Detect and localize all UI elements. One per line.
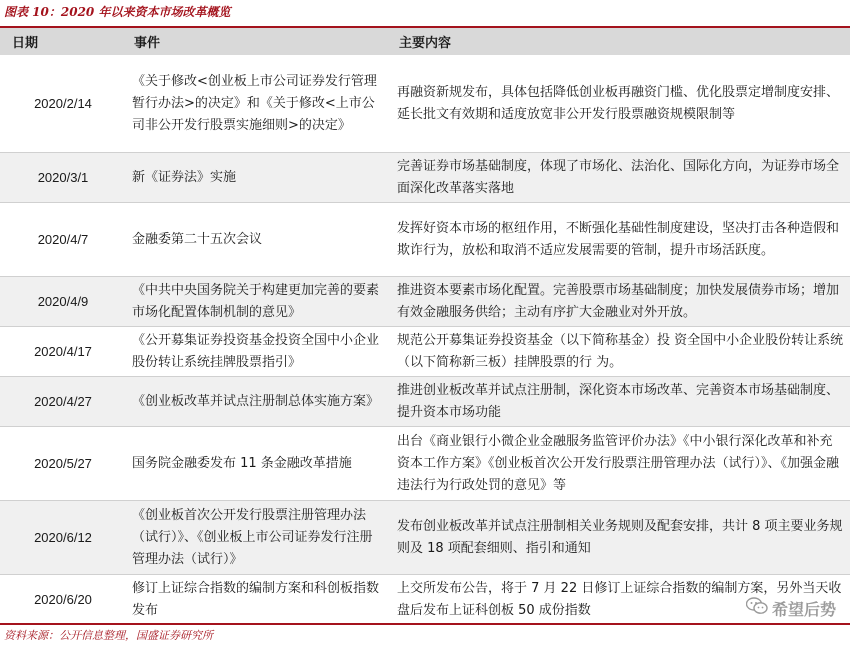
row-date: 2020/2/14 <box>0 56 126 153</box>
table-header-row <box>0 28 850 56</box>
row-event: 《公开募集证券投资基金投资全国中小企业股份转让系统挂牌股票指引》 <box>126 327 391 377</box>
row-date: 2020/4/9 <box>0 277 126 327</box>
row-date: 2020/5/27 <box>0 427 126 501</box>
row-content: 推进创业板改革并试点注册制，深化资本市场改革、完善资本市场基础制度、提升资本市场功能 <box>391 377 850 427</box>
row-content: 再融资新规发布，具体包括降低创业板再融资门槛、优化股票定增制度安排、延长批文有效期和适度放宽非公开发行股票融资规模限制等 <box>391 56 850 153</box>
row-content: 推进资本要素市场化配置。完善股票市场基础制度；加快发展债券市场；增加有效金融服务供给；主动有序扩大金融业对外开放。 <box>391 277 850 327</box>
row-date: 2020/3/1 <box>0 153 126 203</box>
row-content: 规范公开募集证券投资基金（以下简称基金）投 资全国中小企业股份转让系统（以下简称新三板）挂牌股票的行 为。 <box>391 327 850 377</box>
table-row <box>0 575 850 625</box>
source-note: 资料来源：公开信息整理，国盛证券研究所 <box>4 629 213 642</box>
row-content: 发挥好资本市场的枢纽作用，不断强化基础性制度建设，坚决打击各种造假和欺诈行为，放松和取消不适应发展需要的管制，提升市场活跃度。 <box>391 203 850 277</box>
watermark <box>746 596 836 620</box>
row-content: 完善证券市场基础制度，体现了市场化、法治化、国际化方向，为证券市场全面深化改革落实落地 <box>391 153 850 203</box>
row-content: 上交所发布公告，将于 7 月 22 日修订上证综合指数的编制方案，另外当天收盘后发布上证科创板 50 成份指数 <box>391 575 850 625</box>
row-date: 2020/4/7 <box>0 203 126 277</box>
header-content: 主要内容 <box>391 28 850 56</box>
row-date: 2020/6/12 <box>0 501 126 575</box>
row-date: 2020/4/17 <box>0 327 126 377</box>
table-row <box>0 56 850 153</box>
watermark-text: 希望后势 <box>771 599 836 619</box>
bottom-rule <box>0 623 850 625</box>
row-event: 国务院金融委发布 11 条金融改革措施 <box>126 427 391 501</box>
row-content: 出台《商业银行小微企业金融服务监管评价办法》《中小银行深化改革和补充资本工作方案》《创业板首次公开发行股票注册管理办法（试行）》、《加强金融违法行为行政处罚的意见》等 <box>391 427 850 501</box>
row-event: 修订上证综合指数的编制方案和科创板指数发布 <box>126 575 391 625</box>
table-row <box>0 501 850 575</box>
row-event: 《创业板改革并试点注册制总体实施方案》 <box>126 377 391 427</box>
table-row <box>0 203 850 277</box>
row-event: 《关于修改<创业板上市公司证券发行管理暂行办法>的决定》和《关于修改<上市公司非公开发行股票实施细则>的决定》 <box>126 56 391 153</box>
table-row <box>0 377 850 427</box>
table-row <box>0 427 850 501</box>
row-event: 新《证券法》实施 <box>126 153 391 203</box>
table-row <box>0 153 850 203</box>
row-date: 2020/4/27 <box>0 377 126 427</box>
row-event: 金融委第二十五次会议 <box>126 203 391 277</box>
wechat-icon <box>746 597 768 619</box>
row-event: 《创业板首次公开发行股票注册管理办法（试行）》、《创业板上市公司证券发行注册管理办法（试行）》 <box>126 501 391 575</box>
header-event: 事件 <box>126 28 391 56</box>
row-date: 2020/6/20 <box>0 575 126 625</box>
reform-table <box>0 28 850 625</box>
table-row <box>0 327 850 377</box>
row-content: 发布创业板改革并试点注册制相关业务规则及配套安排，共计 8 项主要业务规则及 18 项配套细则、指引和通知 <box>391 501 850 575</box>
header-date: 日期 <box>0 28 126 56</box>
figure-title: 图表 10：2020 年以来资本市场改革概览 <box>4 5 231 19</box>
row-event: 《中共中央国务院关于构建更加完善的要素市场化配置体制机制的意见》 <box>126 277 391 327</box>
table-row <box>0 277 850 327</box>
